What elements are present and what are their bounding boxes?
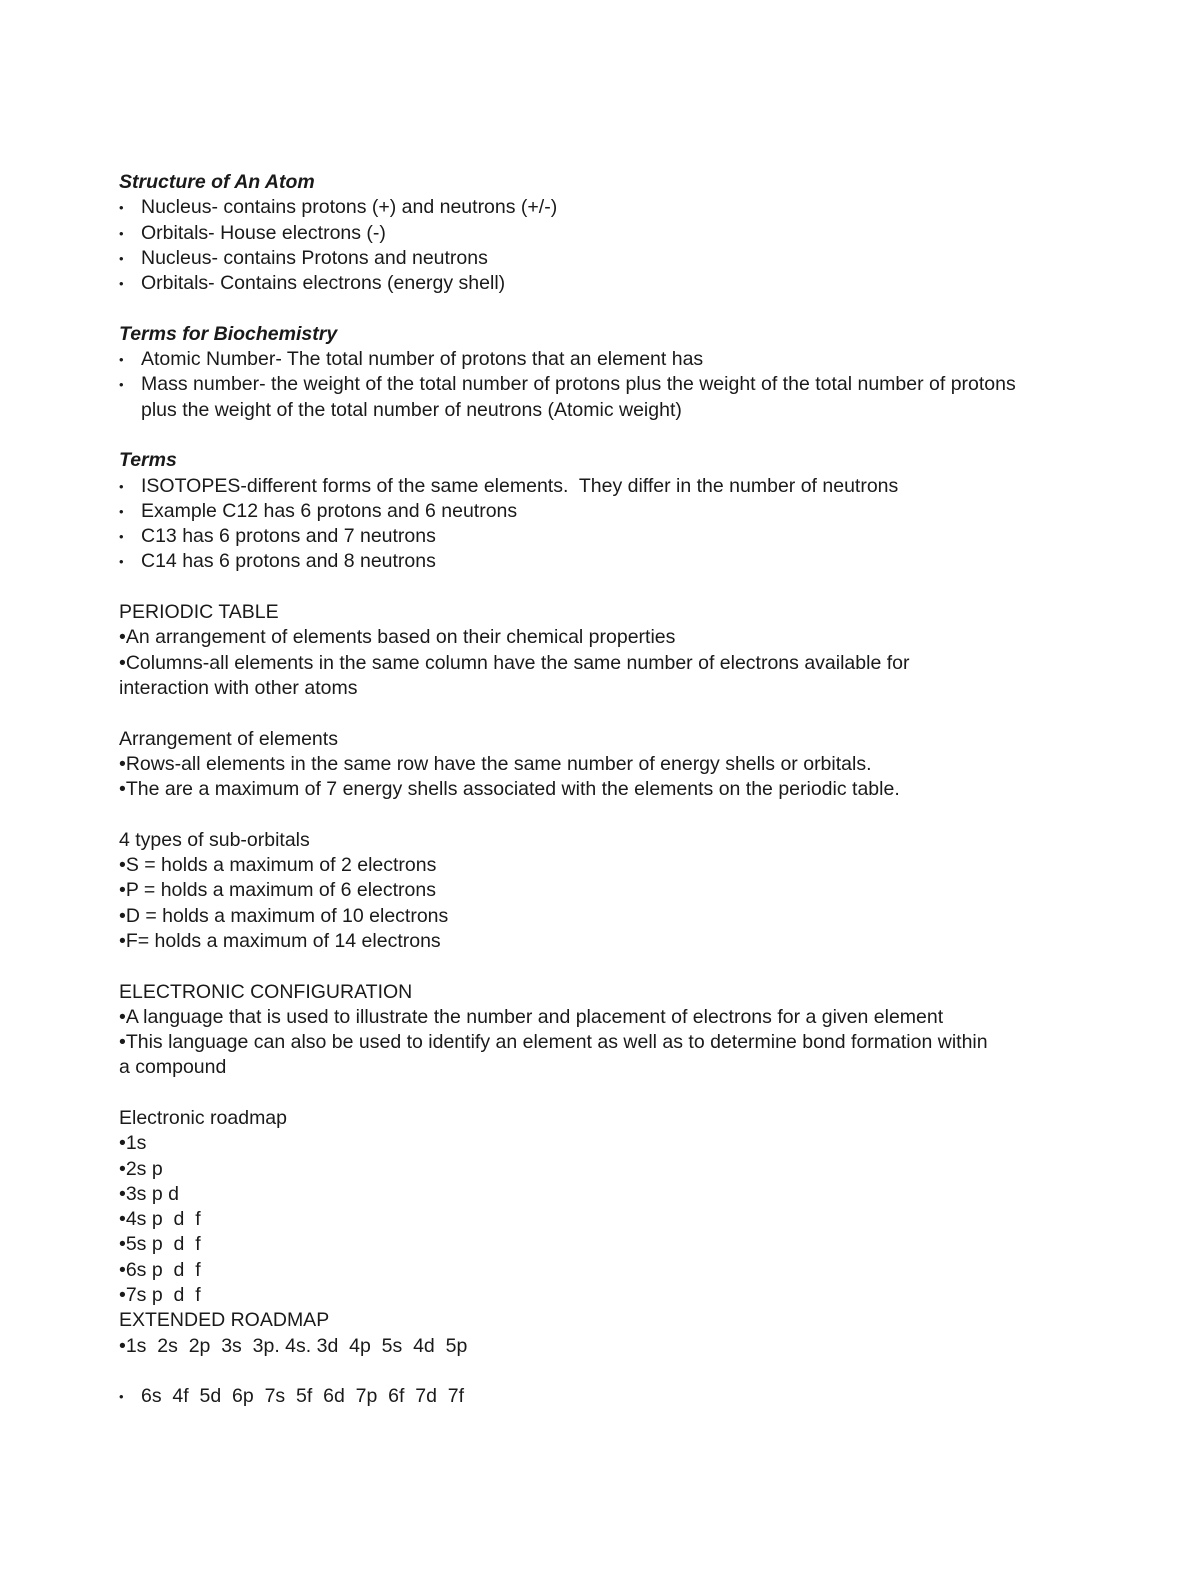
bullet-icon: •	[119, 529, 124, 545]
section-heading-terms: Terms	[119, 449, 177, 472]
section-heading-arrangement: Arrangement of elements	[119, 727, 338, 750]
spacer	[119, 575, 1099, 600]
spacer	[119, 1359, 1099, 1384]
document-page	[119, 170, 1099, 1410]
bullet-icon: •	[119, 250, 124, 266]
bullet-item: • Example C12 has 6 protons and 6 neutrons	[119, 499, 1099, 524]
bullet-icon: •	[119, 377, 124, 393]
roadmap-line: •7s p d f	[119, 1284, 201, 1307]
section-heading-periodic-table: PERIODIC TABLE	[119, 601, 279, 624]
bullet-item: • Mass number- the weight of the total number of protons plus the weight of the total number of protons plus the weight of the total number of neutrons (Atomic weight)	[119, 373, 1016, 421]
roadmap-line: •4s p d f	[119, 1208, 201, 1231]
bullet-icon: •	[119, 352, 124, 368]
roadmap-line: •2s p	[119, 1157, 163, 1180]
bullet-item: • C14 has 6 protons and 8 neutrons	[119, 549, 1099, 574]
section-heading-sub-orbitals: 4 types of sub-orbitals	[119, 828, 310, 851]
text-line: •D = holds a maximum of 10 electrons	[119, 904, 449, 927]
bullet-icon: •	[119, 478, 124, 494]
roadmap-line: •5s p d f	[119, 1233, 201, 1256]
text-line: •Columns-all elements in the same column have the same number of electrons available for	[119, 651, 910, 674]
bullet-icon: •	[119, 554, 124, 570]
bullet-item: • Orbitals- House electrons (-)	[119, 221, 1099, 246]
text-line: •S = holds a maximum of 2 electrons	[119, 854, 437, 877]
bullet-item: • Orbitals- Contains electrons (energy shell)	[119, 271, 1099, 296]
spacer	[119, 1081, 1099, 1106]
bullet-item: • Atomic Number- The total number of protons that an element has	[119, 347, 1099, 372]
bullet-item: • C13 has 6 protons and 7 neutrons	[119, 524, 1099, 549]
bullet-icon: •	[119, 503, 124, 519]
roadmap-line: •1s	[119, 1132, 147, 1155]
text-line: •An arrangement of elements based on their chemical properties	[119, 626, 676, 649]
roadmap-line: •6s p d f	[119, 1258, 201, 1281]
bullet-icon: •	[119, 1389, 124, 1405]
section-heading-structure-of-atom: Structure of An Atom	[119, 171, 315, 193]
text-line: a compound	[119, 1056, 227, 1079]
bullet-icon: •	[119, 225, 124, 241]
text-line: •This language can also be used to identify an element as well as to determine bond formation within	[119, 1031, 988, 1054]
text-line: •F= holds a maximum of 14 electrons	[119, 929, 441, 952]
section-heading-terms-for-biochemistry: Terms for Biochemistry	[119, 322, 338, 345]
text-line: •Rows-all elements in the same row have the same number of energy shells or orbitals.	[119, 752, 872, 775]
bullet-item: • Nucleus- contains Protons and neutrons	[119, 246, 1099, 271]
spacer	[119, 423, 1099, 448]
section-heading-electronic-configuration: ELECTRONIC CONFIGURATION	[119, 980, 413, 1003]
spacer	[119, 802, 1099, 827]
spacer	[119, 954, 1099, 979]
section-heading-extended-roadmap: EXTENDED ROADMAP	[119, 1309, 330, 1332]
spacer	[119, 701, 1099, 726]
bullet-item: • Nucleus- contains protons (+) and neutrons (+/-)	[119, 195, 1099, 220]
bullet-item: • ISOTOPES-different forms of the same elements. They differ in the number of neutrons	[119, 474, 1099, 499]
section-heading-electronic-roadmap: Electronic roadmap	[119, 1106, 287, 1129]
text-line: •The are a maximum of 7 energy shells associated with the elements on the periodic table.	[119, 778, 900, 801]
text-line: •A language that is used to illustrate the number and placement of electrons for a given element	[119, 1005, 944, 1028]
bullet-item: • 6s 4f 5d 6p 7s 5f 6d 7p 6f 7d 7f	[119, 1384, 1099, 1409]
spacer	[119, 296, 1099, 321]
text-line: •P = holds a maximum of 6 electrons	[119, 879, 436, 902]
text-line: interaction with other atoms	[119, 676, 358, 699]
extended-roadmap-line: •1s 2s 2p 3s 3p. 4s. 3d 4p 5s 4d 5p	[119, 1334, 468, 1357]
bullet-icon: •	[119, 200, 124, 216]
bullet-icon: •	[119, 276, 124, 292]
roadmap-line: •3s p d	[119, 1182, 179, 1205]
